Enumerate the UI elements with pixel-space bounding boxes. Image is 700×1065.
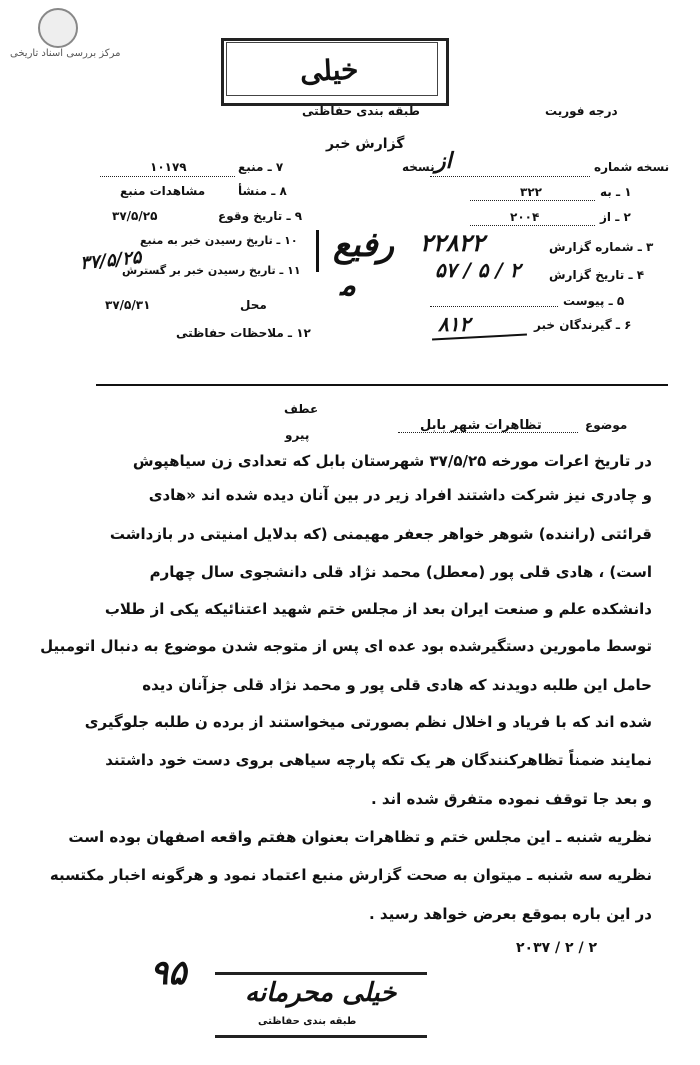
header-divider [96, 384, 668, 386]
body-line: است) ، هادی قلی پور (معطل) محمد نژاد قلی دانشجوی سال چهارم [149, 563, 652, 581]
logo-text: مرکز بررسی اسناد تاریخی [10, 48, 121, 59]
ref-peyro-label: پیرو [285, 428, 310, 442]
body-line: شده اند که با فریاد و اخلال نظم بصورتی میخواستند از برده ن طلبه جلوگیری [84, 713, 652, 731]
archive-center-logo-icon [38, 8, 78, 48]
subject-label: موضوع [585, 418, 628, 432]
field-report-date-label: ۴ ـ تاریخ گزارش [549, 268, 645, 282]
field-occurrence-date-value: ۳۷/۵/۲۵ [112, 209, 158, 223]
field-recipients-value: ۸۱۲ [438, 312, 471, 336]
dotline [430, 306, 558, 307]
field-news-to-branch-value: ۳۷/۵/۲۵ [79, 246, 143, 275]
top-stamp-text: خیلی [299, 52, 360, 89]
field-from-label: ۲ ـ از [600, 210, 631, 224]
field-copy-value: از [435, 148, 452, 174]
body-line: و چادری نیز شرکت داشتند افراد زیر در بین آنان دیده شده اند «هادی [148, 486, 652, 504]
field-attachment-label: ۵ ـ پیوست [563, 294, 625, 308]
handwritten-mark-initial: ﻣ [340, 268, 357, 303]
field-report-number-label: ۳ ـ شماره گزارش [549, 240, 654, 254]
dotline [470, 200, 595, 201]
field-origin-value: مشاهدات منبع [120, 184, 206, 198]
field-location-label: محل [240, 298, 267, 312]
field-report-date-value: ۵۷ / ۵ / ۲ [435, 258, 521, 282]
body-line: دانشکده علم و صنعت ایران بعد از مجلس ختم شهید اعتنائیکه یکی از طلاب [104, 600, 652, 618]
field-news-to-branch-label: ۱۱ ـ تاریخ رسیدن خبر بر گسترش [122, 264, 301, 277]
bottom-stamp-text: خیلی محرمانه [245, 978, 397, 1008]
body-line: نمایند ضمناً تظاهرکنندگان هر یک تکه پارچه سیاهی بروی دست خود داشتند [105, 751, 652, 769]
dotline [430, 176, 590, 177]
body-line: قرائتی (راننده) شوهر خواهر جعفر مهیمنی (که بدلایل امنیتی در بازداشت [109, 525, 652, 543]
field-from-value: ۲۰۰۴ [510, 210, 540, 224]
field-copy-label: نسخه شماره [594, 160, 670, 174]
field-security-notes-label: ۱۲ ـ ملاحظات حفاظتی [176, 326, 311, 340]
dotline [100, 176, 235, 177]
field-source-label: ۷ ـ منبع [238, 160, 284, 174]
body-line: در این باره بموقع بعرض خواهد رسید . [369, 905, 652, 923]
field-report-number-value: ۲۲۸۲۲ [420, 228, 485, 257]
handwritten-mark-signature: ﺭﻓﻴﻊ [333, 225, 395, 265]
field-recipients-label: ۶ ـ گیرندگان خبر [534, 318, 632, 332]
dotline [398, 432, 578, 433]
field-location-value: ۳۷/۵/۳۱ [105, 298, 151, 312]
field-news-to-source-label: ۱۰ ـ تاریخ رسیدن خبر به منبع [140, 234, 298, 247]
field-origin-label: ۸ ـ منشأ [238, 184, 287, 198]
body-line: و بعد جا توقف نموده متفرق شده اند . [370, 790, 652, 808]
ref-atf-label: عطف [284, 402, 319, 416]
archive-logo [8, 6, 158, 62]
bottom-stamp-subtext: طبقه بندی حفاظتی [258, 1016, 357, 1027]
priority-label: درجه فوریت [545, 104, 618, 118]
handwritten-stroke [316, 230, 319, 272]
body-line: نظریه سه شنبه ـ میتوان به صحت گزارش منبع اعتماد نمود و هرگونه اخبار مکتسبه [49, 866, 652, 884]
form-title: گزارش خبر [326, 136, 405, 152]
classification-label: طبقه بندی حفاظتی [302, 104, 420, 118]
page-number: ۹۵ [150, 953, 187, 993]
body-line: حامل این طلبه دویدند که هادی قلی پور و محمد نژاد قلی جزآنان دیده [142, 676, 652, 694]
field-to-label: ۱ ـ به [600, 185, 632, 199]
field-occurrence-date-label: ۹ ـ تاریخ وقوع [218, 209, 303, 223]
body-line: نظریه شنبه ـ این مجلس ختم و تظاهرات بعنوان هفتم واقعه اصفهان بوده است [68, 828, 652, 846]
field-source-value: ۱۰۱۷۹ [150, 160, 187, 174]
subject-value: تظاهرات شهر بابل [420, 418, 542, 433]
dotline [470, 225, 595, 226]
field-to-value: ۳۲۲ [520, 185, 542, 199]
footer-code: ۲۰۳۷ / ۲ / ۲ [516, 940, 597, 956]
body-line: در تاریخ اعرات مورخه ۳۷/۵/۲۵ شهرستان بابل که تعدادی زن سیاهپوش [132, 452, 652, 470]
body-line: توسط مامورین دستگیرشده بود عده ای پس از متوجه شدن موضوع به دنبال اتومبیل [40, 637, 652, 655]
field-copy-suffix: نسخه [402, 160, 435, 174]
